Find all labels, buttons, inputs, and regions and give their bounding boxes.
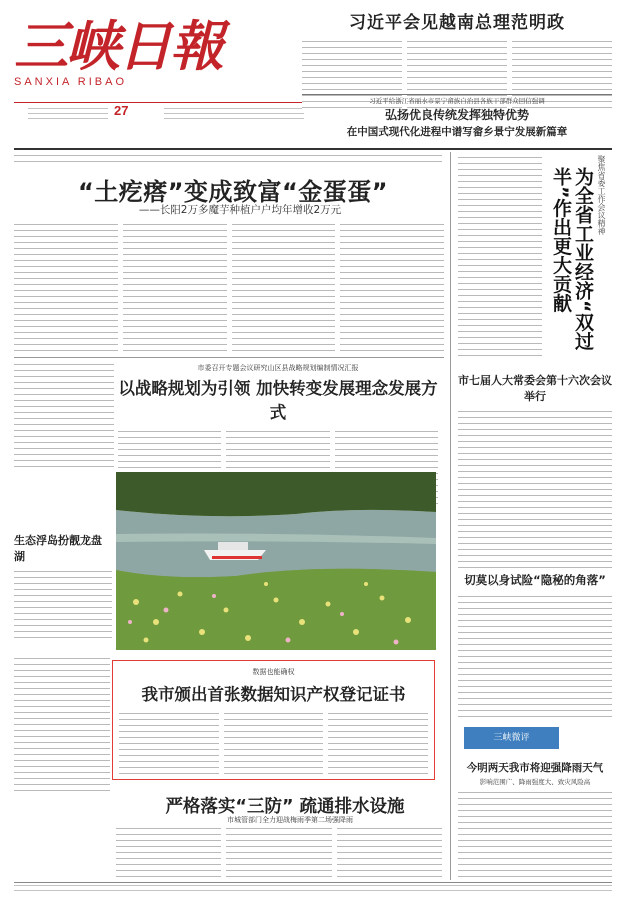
publisher-info (164, 106, 304, 120)
industry-story (458, 155, 612, 365)
footer-info (14, 882, 612, 892)
section-rule (14, 148, 612, 150)
top-sub-line2: 在中国式现代化进程中谱写畲乡景宁发展新篇章 (346, 126, 568, 138)
lead-body (14, 222, 444, 354)
weather-subhead: 影响范围广、降雨强度大、致灾风险高 (479, 778, 591, 786)
bottom-headline: 严格落实“三防” 疏通排水设施 (165, 797, 405, 817)
warning-headline: 切莫以身试险“隐秘的角落” (464, 573, 606, 587)
top-banner-text (14, 153, 442, 167)
top-story-headline: 习近平会见越南总理范明政 (349, 13, 565, 33)
newspaper-logo: 三峡日報 (14, 14, 222, 78)
data-ip-col-1 (119, 711, 219, 779)
left-column-story (14, 656, 110, 796)
divider (14, 357, 444, 358)
photo-caption-text (14, 569, 112, 639)
weather-body (458, 790, 612, 882)
lead-subhead: ——长阳2万多魔芋种植户户均年增收2万元 (138, 204, 342, 216)
planning-kicker: 市委召开专题会议研究山区县战略规划编制情况汇报 (197, 364, 359, 372)
issue-number: 27 (114, 103, 129, 118)
lead-col-3 (232, 222, 336, 354)
warning-body (458, 594, 612, 720)
data-ip-col-3 (328, 711, 428, 779)
top-sub-kicker: 习近平给浙江省丽水市景宁畲族自治县各族干部群众回信强调 (369, 97, 545, 105)
meeting-body (458, 409, 612, 569)
photo-caption (14, 532, 112, 639)
left-brief (14, 362, 114, 470)
edition-info (28, 106, 108, 120)
bottom-subhead: 市城管部门全力迎战梅雨季第二场强降雨 (227, 816, 353, 824)
lake-photo (116, 472, 436, 650)
top-sub-line1: 弘扬优良传统发挥独特优势 (384, 108, 529, 122)
lead-col-2 (123, 222, 227, 354)
weibo-comment-badge: 三峡微评 (464, 727, 559, 749)
data-ip-col-2 (224, 711, 324, 779)
top-sub-story (302, 96, 612, 139)
industry-body (458, 155, 542, 361)
bottom-col-2 (226, 826, 331, 878)
data-ip-story (112, 660, 435, 780)
industry-headline: 为全省工业经济“双过半”作出更大贡献 (550, 167, 594, 351)
lead-col-4 (340, 222, 444, 354)
masthead-meta (14, 102, 304, 124)
data-ip-headline: 我市颁出首张数据知识产权登记证书 (141, 685, 406, 704)
meeting-story (458, 372, 612, 569)
weather-story (458, 760, 612, 882)
newspaper-pinyin: SANXIA RIBAO (14, 76, 128, 88)
lake-photo-image (116, 472, 436, 650)
divider (302, 94, 612, 95)
weather-headline: 今明两天我市将迎强降雨天气 (466, 762, 604, 774)
bottom-body (116, 826, 442, 878)
warning-story (458, 572, 612, 720)
sidebar-rule (450, 152, 451, 880)
masthead (14, 14, 222, 100)
bottom-col-1 (116, 826, 221, 878)
bottom-col-3 (337, 826, 442, 878)
planning-headline: 以战略规划为引领 加快转变发展理念发展方式 (118, 379, 438, 422)
lead-col-1 (14, 222, 118, 354)
lead-headline: “土疙瘩”变成致富“金蛋蛋” (77, 178, 389, 206)
photo-caption-title: 生态浮岛扮靓龙盘湖 (14, 534, 102, 563)
industry-kicker: 聚焦省委工作会议精神 (597, 155, 606, 235)
data-ip-kicker: 数据也能确权 (252, 668, 295, 676)
meeting-headline: 市七届人大常委会第十六次会议举行 (458, 374, 612, 403)
